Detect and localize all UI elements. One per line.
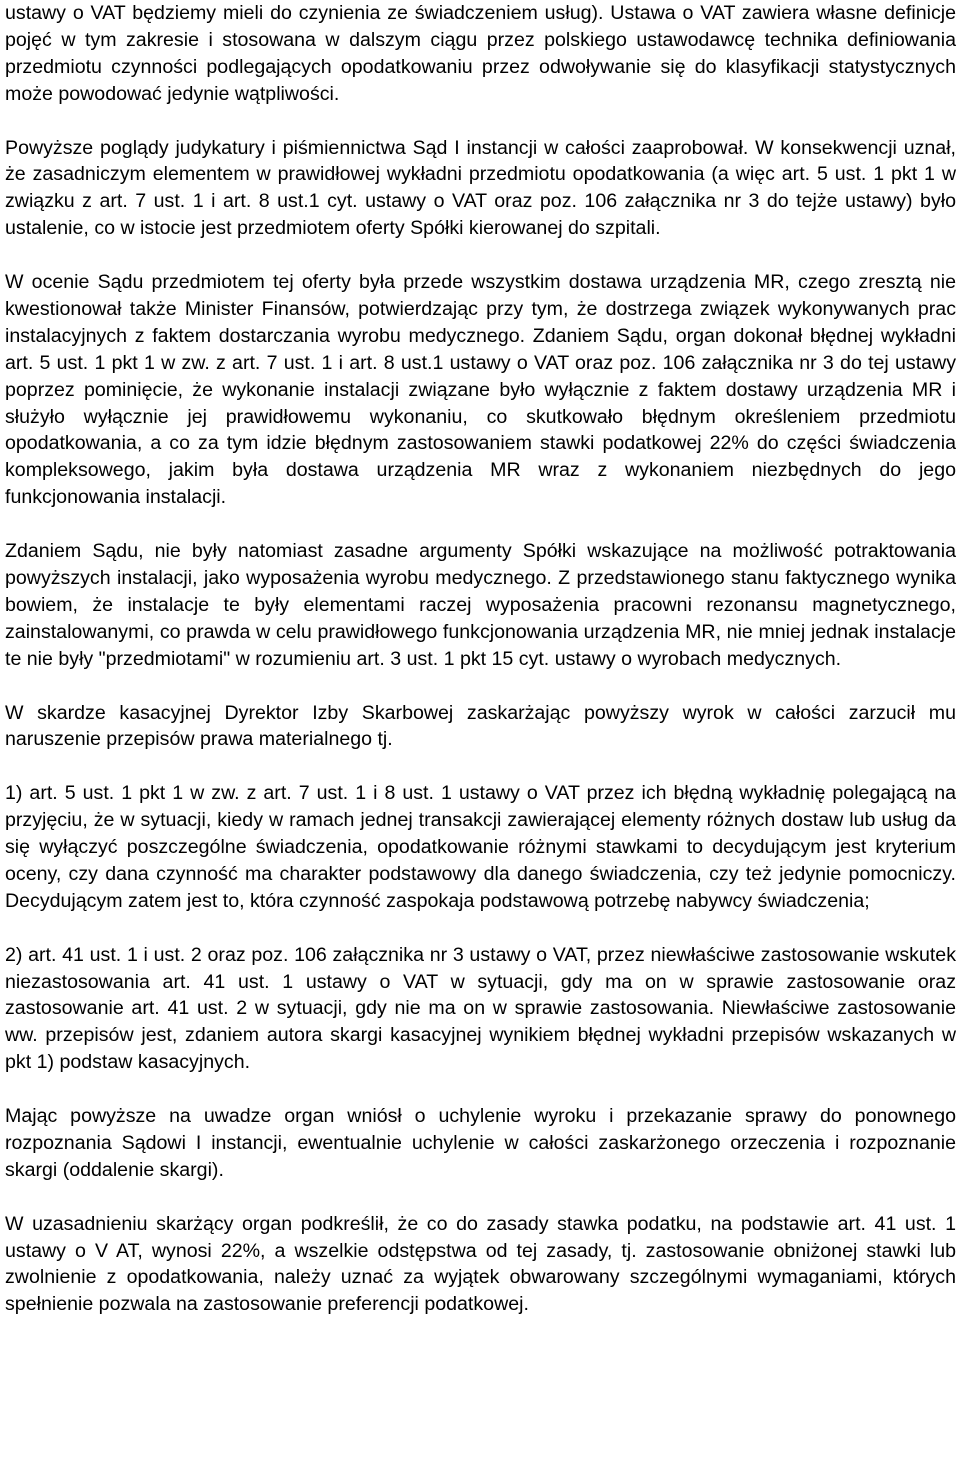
document-page bbox=[5, 0, 956, 1318]
paragraph-1: ustawy o VAT będziemy mieli do czynienia ze świadczeniem usług). Ustawa o VAT zawiera własne definicje pojęć w tym zakresie i stosowana w dalszym ciągu przez polskiego ustawodawcę technika definiowania przedmiotu czynności podlegających opodatkowaniu przez odwoływanie się do klasyfikacji statystycznych może powodować jedynie wątpliwości. bbox=[5, 2, 956, 105]
paragraph-5: W skardze kasacyjnej Dyrektor Izby Skarbowej zaskarżając powyższy wyrok w całości zarzucił mu naruszenie przepisów prawa materialnego tj. bbox=[5, 701, 956, 751]
paragraph-4: Zdaniem Sądu, nie były natomiast zasadne argumenty Spółki wskazujące na możliwość potraktowania powyższych instalacji, jako wyposażenia wyrobu medycznego. Z przedstawionego stanu faktycznego wynika bowiem, że instalacje te były elementami raczej wyposażenia pracowni rezonansu magnetycznego, zainstalowanymi, co prawda w celu prawidłowego funkcjonowania urządzenia MR, nie mniej jednak instalacje te nie były "przedmiotami" w rozumieniu art. 3 ust. 1 pkt 15 cyt. ustawy o wyrobach medycznych. bbox=[5, 540, 956, 670]
paragraph-2: Powyższe poglądy judykatury i piśmiennictwa Sąd I instancji w całości zaaprobował. W konsekwencji uznał, że zasadniczym elementem w prawidłowej wykładni przedmiotu opodatkowania (a więc art. 5 ust. 1 pkt 1 w związku z art. 7 ust. 1 i art. 8 ust.1 cyt. ustawy o VAT oraz poz. 106 załącznika nr 3 do tejże ustawy) było ustalenie, co w istocie jest przedmiotem oferty Spółki kierowanej do szpitali. bbox=[5, 136, 956, 240]
paragraph-6: 1) art. 5 ust. 1 pkt 1 w zw. z art. 7 ust. 1 i 8 ust. 1 ustawy o VAT przez ich błędną wykładnię polegającą na przyjęciu, że w sytuacji, kiedy w ramach jednej transakcji zawierającej elementy różnych dostaw lub usług da się wyłączyć poszczególne świadczenia, opodatkowanie różnymi stawkami to decydującym jest kryterium oceny, czy dana czynność ma charakter podstawowy dla danego świadczenia, czy też jedynie pomocniczy. Decydującym zatem jest to, która czynność zaspokaja podstawową potrzebę nabywcy świadczenia; bbox=[5, 782, 956, 912]
paragraph-8: Mając powyższe na uwadze organ wniósł o uchylenie wyroku i przekazanie sprawy do ponownego rozpoznania Sądowi I instancji, ewentualnie uchylenie w całości zaskarżonego orzeczenia i rozpoznanie skargi (oddalenie skargi). bbox=[5, 1105, 956, 1181]
paragraph-3: W ocenie Sądu przedmiotem tej oferty była przede wszystkim dostawa urządzenia MR, czego zresztą nie kwestionował także Minister Finansów, potwierdzając przy tym, że dostrzega związek wykonywanych prac instalacyjnych z faktem dostarczania wyrobu medycznego. Zdaniem Sądu, organ dokonał błędnej wykładni art. 5 ust. 1 pkt 1 w zw. z art. 7 ust. 1 i art. 8 ust.1 ustawy o VAT oraz poz. 106 załącznika nr 3 do tej ustawy poprzez pominięcie, że wykonanie instalacji związane było wyłącznie z faktem dostawy urządzenia MR i służyło wyłącznie jej prawidłowemu wykonaniu, co skutkowało błędnym określeniem przedmiotu opodatkowania, a co za tym idzie błędnym zastosowaniem stawki podatkowej 22% do części świadczenia kompleksowego, jakim była dostawa urządzenia MR wraz z wykonaniem niezbędnych do jego funkcjonowania instalacji. bbox=[5, 271, 956, 509]
paragraph-7: 2) art. 41 ust. 1 i ust. 2 oraz poz. 106 załącznika nr 3 ustawy o VAT, przez niewłaściwe zastosowanie wskutek niezastosowania art. 41 ust. 1 ustawy o VAT w sytuacji, gdy ma on w sprawie zastosowanie oraz zastosowanie art. 41 ust. 2 w sytuacji, gdy nie ma on w sprawie zastosowania. Niewłaściwe zastosowanie ww. przepisów jest, zdaniem autora skargi kasacyjnej wynikiem błędnej wykładni przepisów wskazanych w pkt 1) podstaw kasacyjnych. bbox=[5, 943, 956, 1074]
paragraph-9: W uzasadnieniu skarżący organ podkreślił, że co do zasady stawka podatku, na podstawie art. 41 ust. 1 ustawy o V AT, wynosi 22%, a wszelkie odstępstwa od tej zasady, tj. zastosowanie obniżonej stawki lub zwolnienie z opodatkowania, należy uznać za wyjątek obwarowany szczególnymi wymaganiami, których spełnienie pozwala na zastosowanie preferencji podatkowej. bbox=[5, 1212, 956, 1316]
